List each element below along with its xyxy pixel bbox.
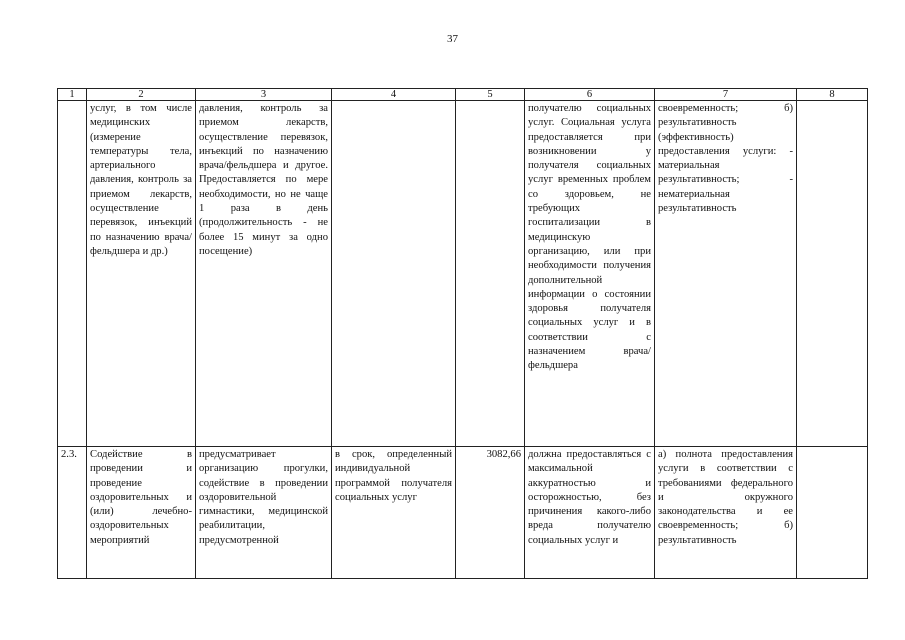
service-name-cell: Содействие в проведении и проведение оздоровительных и (или) лечебно-оздоровительных мероприятий: [87, 447, 196, 579]
notes-cell: [797, 447, 868, 579]
page-number: 37: [447, 33, 458, 45]
column-header: 2: [87, 89, 196, 101]
service-conditions-cell: должна предоставляться с максимальной аккуратностью и осторожностью, без причинения какого-либо вреда получателю социальных услуг и: [525, 447, 655, 579]
column-header: 3: [196, 89, 332, 101]
table-row: [58, 447, 868, 579]
service-description-cell: давления, контроль за приемом лекарств, осуществление перевязок, инъекций по назначению врача/фельдшера и другое. Предоставляется по мере необходимости, но не чаще 1 раза в день (продолжительность - не более 15 минут за одно посещение): [196, 101, 332, 447]
service-name-cell: услуг, в том числе медицинских (измерение температуры тела, артериального давления, контроль за приемом лекарств, осуществление перевязок, инъекций по назначению врача/фельдшера и др.): [87, 101, 196, 447]
service-conditions-cell: получателю социальных услуг. Социальная услуга предоставляется при возникновении у получателя социальных услуг временных проблем со здоровьем, не требующих госпитализации в медицинскую организацию, или при необходимости получения дополнительной информации о состоянии здоровья получателя социальных услуг и в соответствии с назначением врача/фельдшера: [525, 101, 655, 447]
column-header: 5: [456, 89, 525, 101]
tariff-cell: [456, 101, 525, 447]
column-header: 4: [332, 89, 456, 101]
notes-cell: [797, 101, 868, 447]
row-number-cell: 2.3.: [58, 447, 87, 579]
table-row: [58, 101, 868, 447]
quality-indicators-cell: а) полнота предоставления услуги в соответствии с требованиями федерального и окружного законодательства и ее своевременность; б) результативность: [655, 447, 797, 579]
column-header: 7: [655, 89, 797, 101]
column-header: 6: [525, 89, 655, 101]
column-header: 8: [797, 89, 868, 101]
row-number-cell: [58, 101, 87, 447]
table-header-row: [58, 89, 868, 101]
service-description-cell: предусматривает организацию прогулки, содействие в проведении оздоровительной гимнастики, медицинской реабилитации, предусмотренной: [196, 447, 332, 579]
column-header: 1: [58, 89, 87, 101]
quality-indicators-cell: своевременность; б) результативность (эффективность) предоставления услуги: - материальная результативность; - нематериальная результативность: [655, 101, 797, 447]
service-term-cell: [332, 101, 456, 447]
services-table: [57, 88, 868, 579]
tariff-cell: 3082,66: [456, 447, 525, 579]
service-term-cell: в срок, определенный индивидуальной программой получателя социальных услуг: [332, 447, 456, 579]
